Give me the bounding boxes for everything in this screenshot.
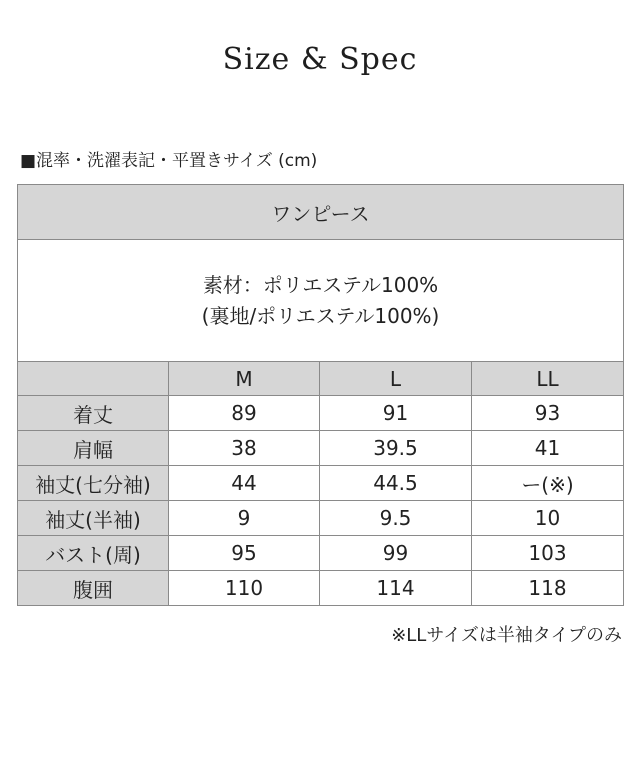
table-cell: 99 <box>320 536 472 571</box>
table-cell: 118 <box>472 571 624 606</box>
header-size-m: M <box>169 362 320 396</box>
table-cell: 103 <box>472 536 624 571</box>
table-cell: 95 <box>169 536 320 571</box>
table-cell: 93 <box>472 396 624 431</box>
table-cell: 41 <box>472 431 624 466</box>
product-name: ワンピース <box>18 185 624 240</box>
row-label: 袖丈(七分袖) <box>18 466 169 501</box>
row-label: 肩幅 <box>18 431 169 466</box>
section-label: ■混率・洗濯表記・平置きサイズ (cm) <box>20 151 318 171</box>
table-cell: 44 <box>169 466 320 501</box>
table-row <box>18 501 624 536</box>
table-row <box>18 571 624 606</box>
size-spec-table <box>17 184 624 606</box>
table-row <box>18 466 624 501</box>
table-cell: 114 <box>320 571 472 606</box>
material-info <box>18 240 624 362</box>
lining-line: (裏地/ポリエステル100%) <box>201 303 440 328</box>
row-label: 袖丈(半袖) <box>18 501 169 536</box>
table-cell: 91 <box>320 396 472 431</box>
header-blank <box>18 362 169 396</box>
header-size-ll: LL <box>472 362 624 396</box>
row-label: 着丈 <box>18 396 169 431</box>
table-row <box>18 396 624 431</box>
table-cell: 10 <box>472 501 624 536</box>
table-cell: 38 <box>169 431 320 466</box>
size-note: ※LLサイズは半袖タイプのみ <box>391 625 622 646</box>
table-row <box>18 536 624 571</box>
header-size-l: L <box>320 362 472 396</box>
table-cell: 9 <box>169 501 320 536</box>
table-cell: ー(※) <box>472 466 624 501</box>
row-label: バスト(周) <box>18 536 169 571</box>
page-title: Size & Spec <box>222 42 418 77</box>
table-cell: 89 <box>169 396 320 431</box>
table-cell: 44.5 <box>320 466 472 501</box>
table-row <box>18 431 624 466</box>
size-header-row <box>18 362 624 396</box>
row-label: 腹囲 <box>18 571 169 606</box>
table-cell: 110 <box>169 571 320 606</box>
table-cell: 39.5 <box>320 431 472 466</box>
material-line: 素材：ポリエステル100% <box>202 272 439 297</box>
table-cell: 9.5 <box>320 501 472 536</box>
